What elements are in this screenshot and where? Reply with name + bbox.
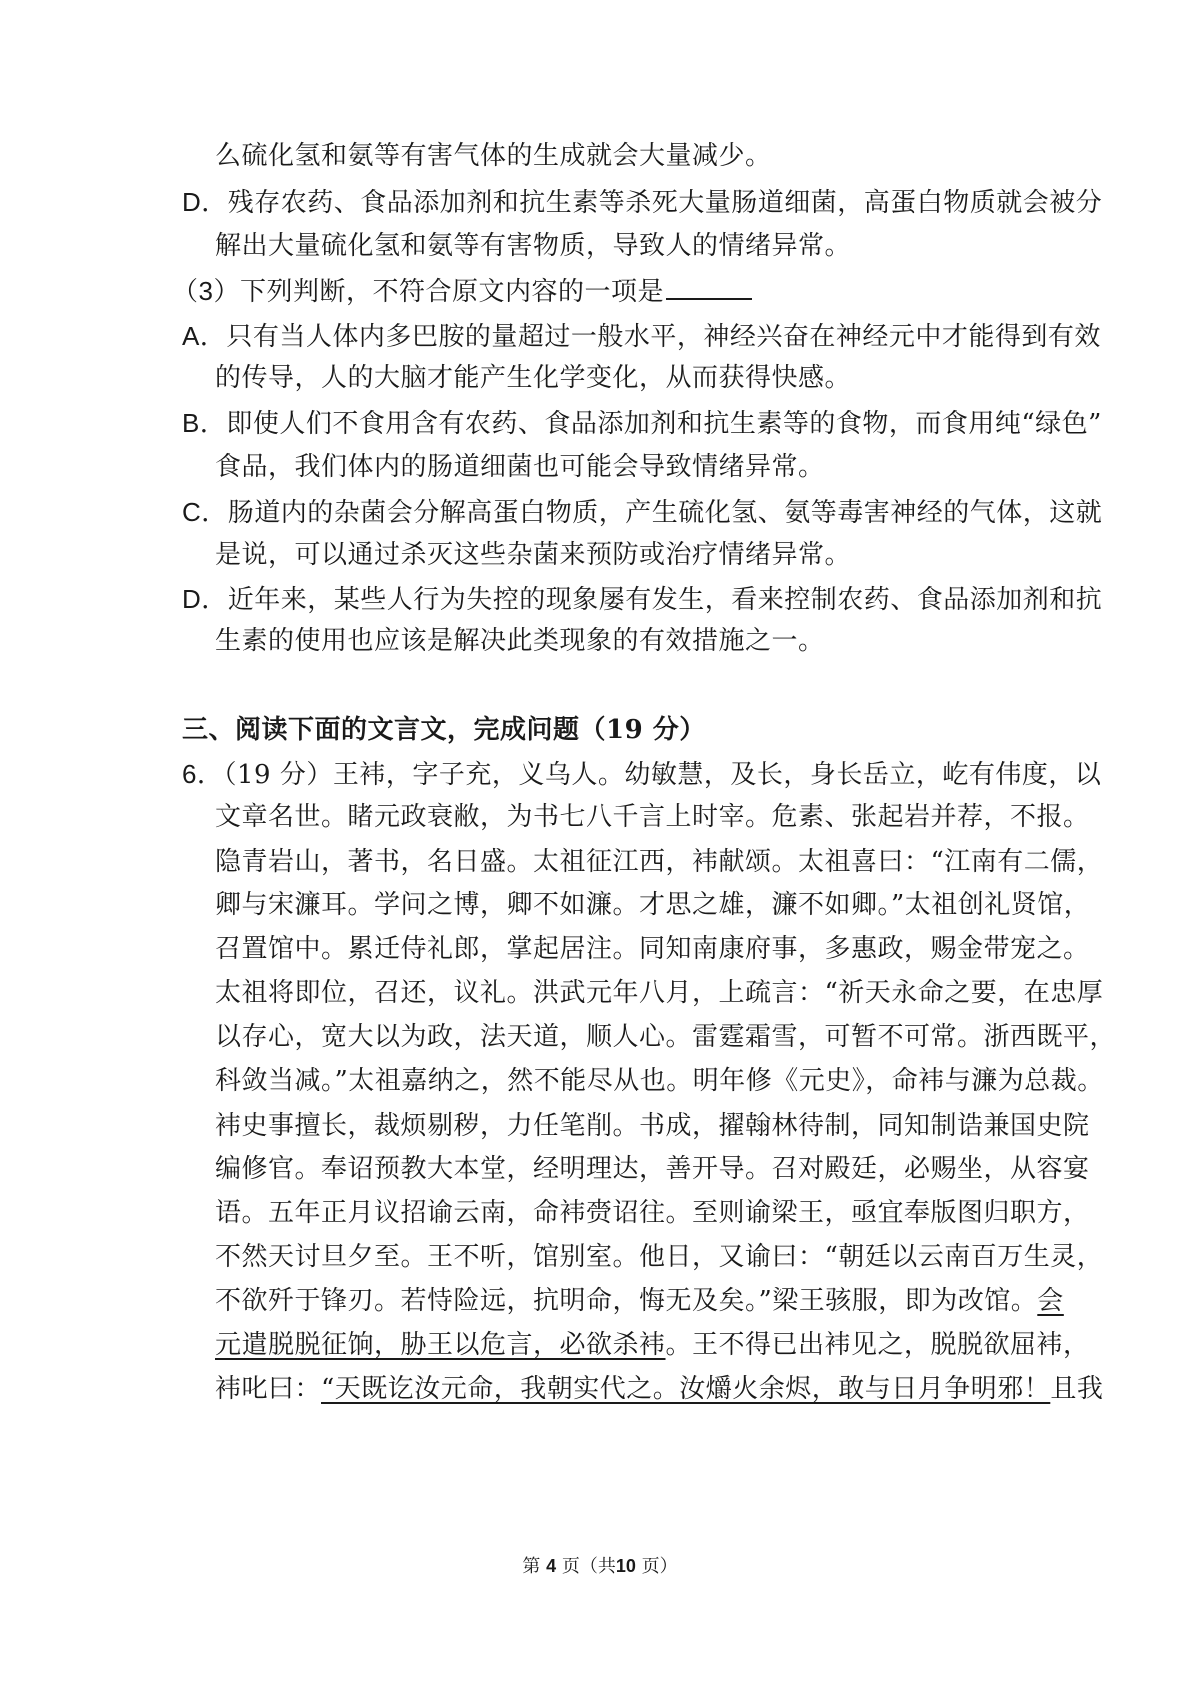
page-footer: 第 4 页（共10 页） — [522, 1556, 678, 1577]
question-6-line: 6．（19 分）王袆，字子充，义乌人。幼敏慧，及长，身长岳立，屹有伟度，以 — [182, 759, 1102, 790]
option-label: A． — [182, 321, 227, 351]
text-line: 以存心，宽大以为政，法天道，顺人心。雷霆霜雪，可暂不可常。浙西既平， — [215, 1022, 1117, 1052]
text-line: 解出大量硫化氢和氨等有害物质，导致人的情绪异常。 — [215, 231, 852, 261]
text-line: 文章名世。睹元政衰敝，为书七八千言上时宰。危素、张起岩并荐，不报。 — [215, 802, 1090, 832]
text-line: 么硫化氢和氨等有害气体的生成就会大量减少。 — [215, 141, 772, 171]
total-pages: 10 — [615, 1556, 636, 1576]
text-line: 生素的使用也应该是解决此类现象的有效措施之一。 — [215, 626, 825, 656]
question-number: （3） — [172, 276, 240, 306]
option-b-line: B．即使人们不食用含有农药、食品添加剂和抗生素等的食物，而食用纯“绿色” — [182, 408, 1102, 439]
text-line: 不欲歼于锋刃。若恃险远，抗明命，悔无及矣。”梁王骇服，即为改馆。会 — [215, 1286, 1064, 1316]
option-a-line: A．只有当人体内多巴胺的量超过一般水平，神经兴奋在神经元中才能得到有效 — [182, 321, 1101, 352]
text-line: 的传导，人的大脑才能产生化学变化，从而获得快感。 — [215, 363, 852, 393]
text-line: 科敛当减。”太祖嘉纳之，然不能尽从也。明年修《元史》，命袆与濂为总裁。 — [215, 1066, 1104, 1096]
option-label: C． — [182, 497, 228, 527]
underlined-text: 会 — [1037, 1286, 1064, 1316]
text-line: 袆史事擅长，裁烦剔秽，力任笔削。书成，擢翰林待制，同知制诰兼国史院 — [215, 1111, 1090, 1141]
text-line: 食品，我们体内的肠道细菌也可能会导致情绪异常。 — [215, 452, 825, 482]
text-line: 元遣脱脱征饷，胁王以危言，必欲杀袆。王不得已出袆见之，脱脱欲屈袆， — [215, 1330, 1090, 1360]
text-line: 语。五年正月议招谕云南，命袆赍诏往。至则谕梁王，亟宜奉版图归职方， — [215, 1198, 1090, 1228]
underlined-text: “天既讫汝元命，我朝实代之。汝爝火余烬，敢与日月争明邪！ — [321, 1374, 1051, 1404]
text-line: 是说，可以通过杀灭这些杂菌来预防或治疗情绪异常。 — [215, 540, 852, 570]
text-line: 不然天讨旦夕至。王不听，馆别室。他日，又谕曰：“朝廷以云南百万生灵， — [215, 1242, 1104, 1272]
option-label: D． — [182, 584, 228, 614]
text-line: 编修官。奉诏预教大本堂，经明理达，善开导。召对殿廷，必赐坐，从容宴 — [215, 1154, 1090, 1184]
question-3-line: （3）下列判断，不符合原文内容的一项是 — [172, 272, 752, 310]
option-d-line: D．残存农药、食品添加剂和抗生素等杀死大量肠道细菌，高蛋白物质就会被分 — [182, 187, 1103, 218]
text-line: 隐青岩山，著书，名日盛。太祖征江西，袆献颂。太祖喜曰：“江南有二儒， — [215, 847, 1104, 877]
question-number: 6． — [182, 759, 224, 789]
page-number: 4 — [546, 1556, 557, 1576]
section-title: 三、阅读下面的文言文，完成问题（19 分） — [182, 715, 706, 745]
option-label: D． — [182, 187, 228, 217]
option-label: B． — [182, 408, 227, 438]
option-d-line: D．近年来，某些人行为失控的现象屡有发生，看来控制农药、食品添加剂和抗 — [182, 584, 1103, 615]
text-line: 太祖将即位，召还，议礼。洪武元年八月，上疏言：“祈天永命之要，在忠厚 — [215, 978, 1104, 1008]
option-c-line: C．肠道内的杂菌会分解高蛋白物质，产生硫化氢、氨等毒害神经的气体，这就 — [182, 497, 1103, 528]
text-line: 袆叱曰：“天既讫汝元命，我朝实代之。汝爝火余烬，敢与日月争明邪！且我 — [215, 1374, 1104, 1404]
underlined-text: 元遣脱脱征饷，胁王以危言，必欲杀袆 — [215, 1330, 666, 1360]
text-line: 卿与宋濂耳。学问之博，卿不如濂。才思之雄，濂不如卿。”太祖创礼贤馆， — [215, 890, 1091, 920]
answer-blank — [666, 272, 752, 300]
text-line: 召置馆中。累迁侍礼郎，掌起居注。同知南康府事，多惠政，赐金带宠之。 — [215, 934, 1090, 964]
